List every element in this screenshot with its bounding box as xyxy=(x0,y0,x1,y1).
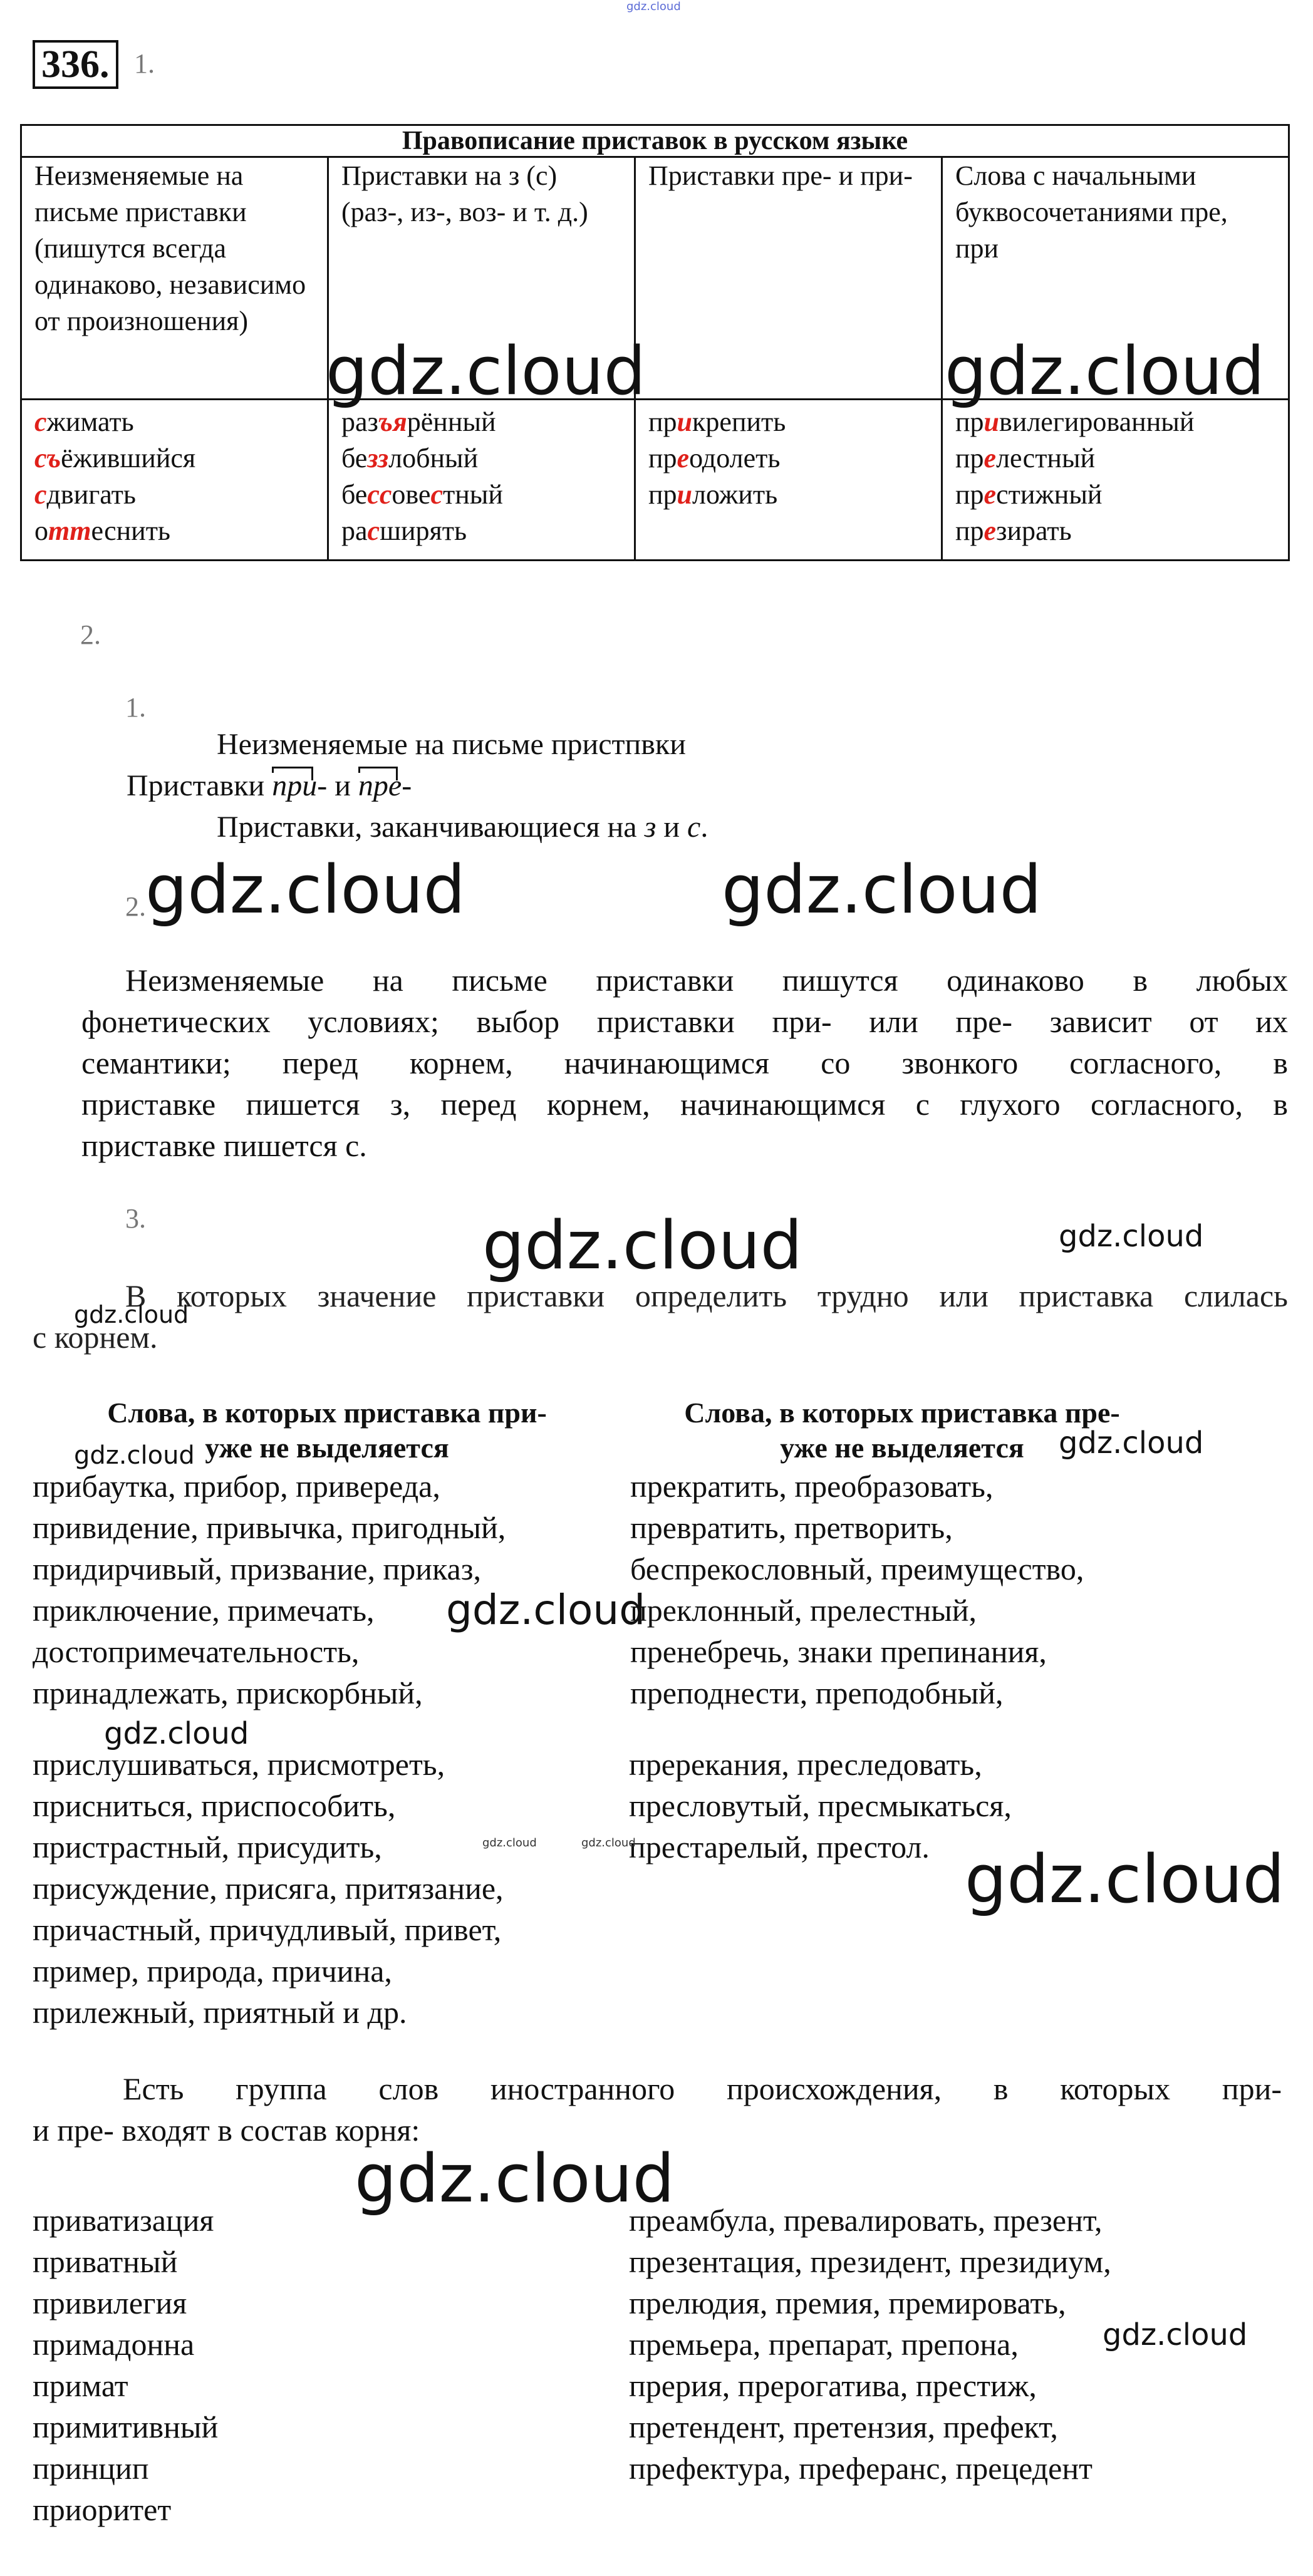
list-item: пререкания, преследовать, xyxy=(629,1747,982,1782)
watermark: gdz.cloud xyxy=(446,1586,646,1634)
paragraph-2 xyxy=(81,960,1288,1166)
list-item: престарелый, престол. xyxy=(629,1829,930,1865)
list-item: беспрекословный, преимущество, xyxy=(630,1551,1084,1586)
scheme-text: и xyxy=(663,810,680,844)
watermark: gdz.cloud xyxy=(355,2140,675,2217)
scheme-text: - xyxy=(402,769,412,802)
scheme-text: Приставки, заканчивающиеся на xyxy=(217,810,637,844)
word-item: преодолеть xyxy=(648,443,781,473)
list-item: презентация, президент, президиум, xyxy=(629,2244,1111,2279)
scheme-line-1: Неизменяемые на письме пристпвки xyxy=(217,728,686,761)
watermark: gdz.cloud xyxy=(1059,1219,1204,1254)
col-head-left-line: Слова, в которых приставка при- xyxy=(107,1397,547,1429)
list-item: присниться, приспособить, xyxy=(33,1788,396,1823)
word-item: съёжившийся xyxy=(34,443,196,473)
paragraph-line: семантики; перед корнем, начинающимся со звонкого согласного, в xyxy=(81,1045,1288,1080)
word-item: оттеснить xyxy=(34,515,170,546)
watermark: gdz.cloud xyxy=(945,333,1265,410)
words-col-4 xyxy=(942,400,1289,561)
word-item: прикрепить xyxy=(648,406,786,437)
prefix-pre: пре xyxy=(358,769,402,802)
list-item: присуждение, присяга, притязание, xyxy=(33,1871,504,1906)
word-item: презирать xyxy=(955,515,1072,546)
sub-1-label: 1. xyxy=(125,692,146,723)
paragraph-line: и пре- входят в состав корня: xyxy=(33,2113,420,2148)
paragraph-3 xyxy=(33,1275,1288,1358)
list-item: привидение, привычка, пригодный, xyxy=(33,1510,506,1545)
left-list-a xyxy=(33,1466,506,1714)
list-item: префектура, преферанс, прецедент xyxy=(629,2451,1092,2486)
word-item: сдвигать xyxy=(34,479,136,510)
word-item: бессовестный xyxy=(341,479,503,510)
scheme-text: Приставки xyxy=(127,769,265,802)
watermark: gdz.cloud xyxy=(326,333,646,410)
header-pre-pri xyxy=(635,157,942,400)
word-item: разъярённый xyxy=(341,406,496,437)
paragraph-line: В которых значение приставки определить трудно или приставка слилась xyxy=(125,1278,1288,1313)
paragraph-line: Есть группа слов иностранного происхождения, в которых при- xyxy=(123,2071,1282,2106)
word-item: привилегированный xyxy=(955,406,1195,437)
word-item: расширять xyxy=(341,515,467,546)
list-item: достопримечательность, xyxy=(33,1634,360,1669)
header-unchanged-text: Неизменяемые на письме приставки (пишутся всегда одинаково, независимо от произношения) xyxy=(34,160,306,336)
list-item: пренебречь, знаки препинания, xyxy=(630,1634,1047,1669)
part-1-label: 1. xyxy=(134,48,155,79)
list-item: примитивный xyxy=(33,2409,219,2444)
watermark: gdz.cloud xyxy=(104,1716,249,1751)
paragraph-line: с корнем. xyxy=(33,1320,158,1355)
word-item: беззлобный xyxy=(341,443,479,473)
watermark: gdz.cloud xyxy=(1059,1425,1204,1461)
list-item: прекратить, преобразовать, xyxy=(630,1469,994,1504)
list-item: приключение, примечать, xyxy=(33,1593,375,1628)
list-item: претендент, претензия, префект, xyxy=(629,2409,1058,2444)
watermark: gdz.cloud xyxy=(74,1301,189,1328)
list-item: прелюдия, премия, премировать, xyxy=(629,2285,1066,2320)
header-letter-combos-text: Слова с начальными буквосочетаниями пре, при xyxy=(955,160,1228,264)
right-list-b xyxy=(629,1744,1012,1868)
list-item: принцип xyxy=(33,2451,149,2486)
exercise-number: 336. xyxy=(33,40,118,89)
sub-3-label: 3. xyxy=(125,1203,146,1234)
list-item: привилегия xyxy=(33,2285,187,2320)
list-item: принадлежать, прискорбный, xyxy=(33,1675,423,1710)
scheme-line-3 xyxy=(217,807,708,848)
scheme-text: . xyxy=(700,810,708,844)
foreign-left-list xyxy=(33,2200,218,2530)
words-col-3 xyxy=(635,400,942,561)
header-z-s-text: Приставки на з (с) (раз-, из-, воз- и т. д.) xyxy=(341,160,588,227)
col-head-left-line: уже не выделяется xyxy=(205,1432,449,1464)
header-pre-pri-text: Приставки пре- и при- xyxy=(648,160,913,191)
letter-z: з xyxy=(644,810,656,844)
right-list-a xyxy=(630,1466,1084,1714)
list-item: преклонный, прелестный, xyxy=(630,1593,977,1628)
list-item: примат xyxy=(33,2368,128,2403)
table-title-row xyxy=(21,125,1289,157)
word-item: приложить xyxy=(648,479,778,510)
list-item: приватизация xyxy=(33,2203,214,2238)
watermark: gdz.cloud xyxy=(145,851,465,928)
list-item: превратить, претворить, xyxy=(630,1510,953,1545)
list-item: пресловутый, пресмыкаться, xyxy=(629,1788,1012,1823)
watermark: gdz.cloud xyxy=(965,1841,1285,1918)
prefix-pri: при xyxy=(272,769,318,802)
watermark: gdz.cloud xyxy=(581,1836,636,1849)
scheme-text: - и xyxy=(317,769,351,802)
paragraph-line: приставке пишется с. xyxy=(81,1128,367,1163)
root-mark xyxy=(272,765,317,807)
table-words-row xyxy=(21,400,1289,561)
list-item: премьера, препарат, препона, xyxy=(629,2327,1019,2362)
paragraph-line: приставке пишется з, перед корнем, начинающимся с глухого согласного, в xyxy=(81,1087,1288,1122)
words-col-2 xyxy=(328,400,635,561)
left-list-b xyxy=(33,1744,504,2033)
col-head-right-line: уже не выделяется xyxy=(780,1432,1024,1464)
list-item: преподнести, преподобный, xyxy=(630,1675,1004,1710)
words-col-1 xyxy=(21,400,328,561)
watermark: gdz.cloud xyxy=(482,1836,537,1849)
list-item: причастный, причудливый, привет, xyxy=(33,1912,502,1947)
word-item: сжимать xyxy=(34,406,134,437)
paragraph-4 xyxy=(33,2068,1282,2151)
list-item: приоритет xyxy=(33,2492,172,2527)
list-item: пристрастный, присудить, xyxy=(33,1829,382,1865)
letter-s: с xyxy=(687,810,701,844)
list-item: преамбула, превалировать, презент, xyxy=(629,2203,1103,2238)
top-watermark: gdz.cloud xyxy=(626,0,681,13)
scheme-line-2 xyxy=(127,765,412,807)
paragraph-line: фонетических условиях; выбор приставки при- или пре- зависит от их xyxy=(81,1004,1288,1039)
table-title: Правописание приставок в русском языке xyxy=(21,125,1289,157)
word-item: прелестный xyxy=(955,443,1096,473)
part-2-label: 2. xyxy=(80,619,101,650)
list-item: пример, природа, причина, xyxy=(33,1953,392,1989)
root-mark xyxy=(358,765,402,807)
list-item: примадонна xyxy=(33,2327,195,2362)
list-item: придирчивый, призвание, приказ, xyxy=(33,1551,481,1586)
list-item: прислушиваться, присмотреть, xyxy=(33,1747,445,1782)
paragraph-line: Неизменяемые на письме приставки пишутся одинаково в любых xyxy=(125,963,1288,998)
watermark: gdz.cloud xyxy=(74,1441,195,1470)
list-item: прерия, прерогатива, престиж, xyxy=(629,2368,1037,2403)
watermark: gdz.cloud xyxy=(482,1207,802,1284)
sub-2-label: 2. xyxy=(125,891,146,922)
list-item: прибаутка, прибор, привереда, xyxy=(33,1469,440,1504)
header-unchanged xyxy=(21,157,328,400)
col-head-right-line: Слова, в которых приставка пре- xyxy=(684,1397,1120,1429)
watermark: gdz.cloud xyxy=(1103,2317,1248,2352)
list-item: прилежный, приятный и др. xyxy=(33,1995,407,2030)
watermark: gdz.cloud xyxy=(722,851,1042,928)
foreign-right-list xyxy=(629,2200,1111,2489)
list-item: приватный xyxy=(33,2244,178,2279)
word-item: престижный xyxy=(955,479,1103,510)
